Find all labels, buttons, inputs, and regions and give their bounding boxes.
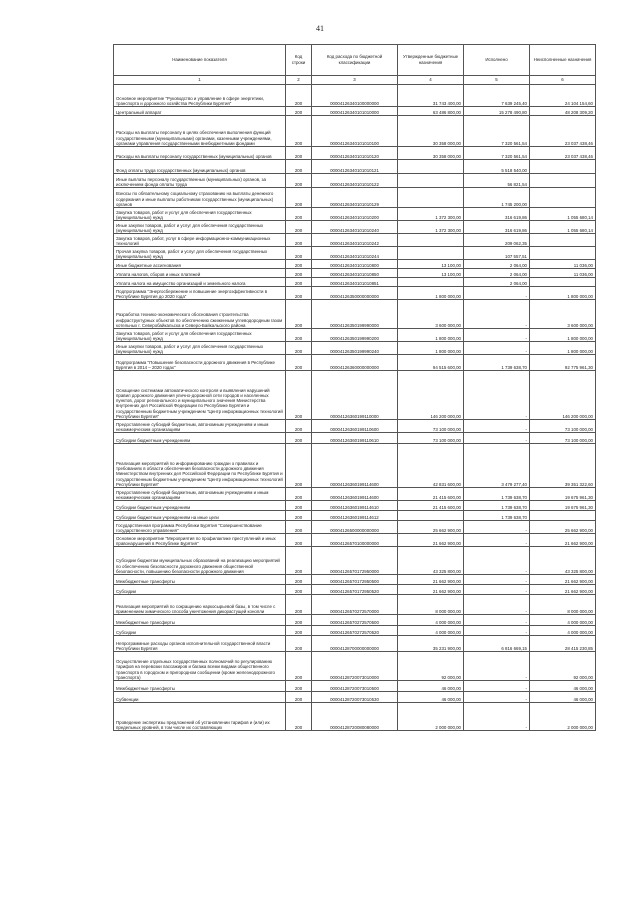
row-remaining-amount <box>530 234 596 247</box>
row-remaining-amount: 4 000 000,00 <box>530 615 596 626</box>
row-name: Оснащение системами автоматического контроля и выявления нарушений правил дорожного движения улично-дорожной сети городов и населенных пунктов, дорог регионального и муниципального значения Министерства внутренних дел Российской Федерации по Республике Бурятия и государственным бюджетным учреждением "Центр информационных технологий Республики Бурятия" <box>114 371 286 420</box>
row-kbk-code: 00004126340101010850 <box>312 269 398 278</box>
row-line-code: 200 <box>286 444 312 488</box>
row-kbk-code: 00004126570172950520 <box>312 585 398 595</box>
table-row <box>114 595 596 615</box>
row-executed-amount: - <box>464 652 530 681</box>
row-remaining-amount: 39 351 322,60 <box>530 444 596 488</box>
row-kbk-code: 00004126340101010244 <box>312 247 398 260</box>
row-kbk-code: 00004126360000000000 <box>312 355 398 371</box>
row-executed-amount: 2 064,00 <box>464 260 530 269</box>
row-kbk-code: 00004126360199114600 <box>312 488 398 501</box>
budget-table <box>113 44 596 731</box>
row-executed-amount: 1 745 200,00 <box>464 188 530 208</box>
row-executed-amount: - <box>464 433 530 444</box>
row-kbk-code: 00004126340101010100 <box>312 116 398 147</box>
row-name: Субвенции <box>114 692 286 703</box>
row-kbk-code: 00004128720073010530 <box>312 692 398 703</box>
row-line-code: 200 <box>286 636 312 652</box>
row-executed-amount: - <box>464 287 530 300</box>
row-kbk-code: 00004126340100000000 <box>312 85 398 107</box>
row-remaining-amount: 8 000 000,00 <box>530 595 596 615</box>
row-remaining-amount: 1 800 000,00 <box>530 342 596 355</box>
table-row <box>114 287 596 300</box>
row-approved-amount: 21 662 900,00 <box>398 534 464 547</box>
row-remaining-amount <box>530 511 596 521</box>
row-line-code: 200 <box>286 269 312 278</box>
row-name: Закупка товаров, работ и услуг для обеспечения государственных (муниципальных) нужд <box>114 329 286 342</box>
table-row <box>114 107 596 116</box>
row-remaining-amount: 24 104 154,60 <box>530 85 596 107</box>
row-remaining-amount <box>530 278 596 287</box>
table-row <box>114 636 596 652</box>
row-kbk-code: 00004126340101010129 <box>312 188 398 208</box>
column-number: 5 <box>464 76 530 85</box>
row-kbk-code: 00004126340101010122 <box>312 174 398 188</box>
row-executed-amount: - <box>464 547 530 575</box>
row-line-code: 200 <box>286 681 312 692</box>
row-approved-amount: 73 100 000,00 <box>398 420 464 433</box>
row-approved-amount: 21 415 600,00 <box>398 488 464 501</box>
row-kbk-code: 00004126350199990240 <box>312 342 398 355</box>
row-line-code: 200 <box>286 433 312 444</box>
row-name: Разработка технико-экономического обоснования строительства инфраструктурных объектов по обеспечению сжиженным углеводородным газом котельных г. Северобайкальска и Северо-Байкальского района <box>114 300 286 329</box>
row-name: Расходы на выплаты персоналу государственных (муниципальных) органов <box>114 147 286 160</box>
row-kbk-code: 00004126360199110000 <box>312 371 398 420</box>
row-executed-amount: - <box>464 329 530 342</box>
row-approved-amount <box>398 188 464 208</box>
row-approved-amount: 146 200 000,00 <box>398 371 464 420</box>
row-name: Субсидии бюджетам муниципальных образований на реализацию мероприятий по обеспечению безопасности дорожного движения общественной безопасности, повышению безопасности дорожного движения <box>114 547 286 575</box>
table-row <box>114 433 596 444</box>
row-name: Государственная программа Республики Бурятия "Совершенствование государственного управления" <box>114 521 286 534</box>
row-name: Уплата налога на имущество организаций и земельного налога <box>114 278 286 287</box>
row-name: Реализация мероприятий по информированию граждан о правилах и требованиях в области обеспечения безопасности дорожного движения Министерством внутренних дел Российской Федерации по Республике Бурятия и государственным бюджетным учреждением "Центр информационных технологий Республики Бурятия" <box>114 444 286 488</box>
row-name: Осуществление отдельных государственных полномочий по регулированию тарифов на перевозки пассажиров и багажа всеми видами общественного транспорта в городском и пригородном сообщении (кроме железнодорожного транспорта) <box>114 652 286 681</box>
table-row <box>114 703 596 731</box>
table-row <box>114 547 596 575</box>
row-remaining-amount: 73 100 000,00 <box>530 433 596 444</box>
row-remaining-amount <box>530 160 596 174</box>
row-line-code: 200 <box>286 300 312 329</box>
row-line-code: 200 <box>286 208 312 221</box>
table-row <box>114 355 596 371</box>
row-approved-amount: 1 372 300,00 <box>398 208 464 221</box>
row-approved-amount: 13 100,00 <box>398 260 464 269</box>
row-approved-amount: 31 743 400,00 <box>398 85 464 107</box>
header-kbk: Код расхода по бюджетной классификации <box>312 45 398 76</box>
row-kbk-code: 00004126350000000000 <box>312 287 398 300</box>
row-remaining-amount: 23 037 438,46 <box>530 147 596 160</box>
row-line-code: 200 <box>286 287 312 300</box>
row-line-code: 200 <box>286 692 312 703</box>
row-kbk-code: 00004126570272570520 <box>312 626 398 636</box>
row-executed-amount: 316 619,86 <box>464 208 530 221</box>
row-remaining-amount <box>530 247 596 260</box>
row-line-code: 200 <box>286 116 312 147</box>
row-remaining-amount: 1 055 680,14 <box>530 208 596 221</box>
row-remaining-amount: 46 000,00 <box>530 681 596 692</box>
row-kbk-code: 00004126340101010121 <box>312 160 398 174</box>
row-approved-amount: 1 372 300,00 <box>398 221 464 234</box>
column-number: 6 <box>530 76 596 85</box>
row-remaining-amount: 28 415 230,85 <box>530 636 596 652</box>
row-kbk-code: 00004128720080080000 <box>312 703 398 731</box>
row-name: Закупка товаров, работ и услуг для обеспечения государственных (муниципальных) нужд <box>114 208 286 221</box>
row-kbk-code: 00004126340101010200 <box>312 208 398 221</box>
row-name: Основное мероприятие "Руководство и управление в сфере энергетики, транспорта и дорожного хозяйства Республики Бурятия" <box>114 85 286 107</box>
row-kbk-code: 00004126350199990000 <box>312 300 398 329</box>
row-executed-amount: 7 320 561,54 <box>464 116 530 147</box>
row-approved-amount: 2 000 000,00 <box>398 703 464 731</box>
row-executed-amount: - <box>464 300 530 329</box>
table-row <box>114 278 596 287</box>
row-executed-amount: 7 639 245,40 <box>464 85 530 107</box>
row-executed-amount: 316 619,86 <box>464 221 530 234</box>
row-executed-amount: 1 739 638,70 <box>464 501 530 511</box>
row-line-code: 200 <box>286 160 312 174</box>
table-row <box>114 147 596 160</box>
column-number: 1 <box>114 76 286 85</box>
table-row <box>114 692 596 703</box>
row-executed-amount: - <box>464 681 530 692</box>
row-line-code: 200 <box>286 278 312 287</box>
row-name: Межбюджетные трансферты <box>114 681 286 692</box>
row-line-code: 200 <box>286 703 312 731</box>
row-approved-amount: 21 662 900,00 <box>398 585 464 595</box>
column-number-row <box>114 76 596 85</box>
row-executed-amount: - <box>464 692 530 703</box>
row-remaining-amount: 25 662 900,00 <box>530 521 596 534</box>
row-remaining-amount: 19 675 961,30 <box>530 488 596 501</box>
row-kbk-code: 00004126340101010800 <box>312 260 398 269</box>
row-line-code: 200 <box>286 615 312 626</box>
table-row <box>114 188 596 208</box>
row-line-code: 200 <box>286 547 312 575</box>
row-executed-amount: 7 320 561,54 <box>464 147 530 160</box>
table-row <box>114 342 596 355</box>
row-line-code: 200 <box>286 511 312 521</box>
table-row <box>114 420 596 433</box>
row-name: Иные закупки товаров, работ и услуг для обеспечения государственных (муниципальных) нужд <box>114 221 286 234</box>
table-row <box>114 221 596 234</box>
row-approved-amount: 8 000 000,00 <box>398 595 464 615</box>
row-remaining-amount: 11 036,00 <box>530 269 596 278</box>
page-number: 41 <box>316 24 324 33</box>
row-approved-amount <box>398 511 464 521</box>
row-executed-amount: - <box>464 371 530 420</box>
row-approved-amount: 21 662 900,00 <box>398 575 464 585</box>
row-approved-amount <box>398 247 464 260</box>
row-remaining-amount: 46 000,00 <box>530 692 596 703</box>
row-executed-amount: 1 739 638,70 <box>464 511 530 521</box>
row-executed-amount: - <box>464 585 530 595</box>
row-approved-amount: 92 000,00 <box>398 652 464 681</box>
row-line-code: 200 <box>286 329 312 342</box>
row-remaining-amount <box>530 174 596 188</box>
row-executed-amount: - <box>464 626 530 636</box>
row-executed-amount: - <box>464 703 530 731</box>
row-line-code: 200 <box>286 585 312 595</box>
row-remaining-amount <box>530 188 596 208</box>
row-line-code: 200 <box>286 107 312 116</box>
header-approved: Утвержденные бюджетные назначения <box>398 45 464 76</box>
row-name: Иные бюджетные ассигнования <box>114 260 286 269</box>
table-row <box>114 300 596 329</box>
row-approved-amount: 25 662 900,00 <box>398 521 464 534</box>
table-row <box>114 371 596 420</box>
row-line-code: 200 <box>286 595 312 615</box>
row-remaining-amount: 23 037 438,46 <box>530 116 596 147</box>
table-body <box>114 85 596 731</box>
row-executed-amount: - <box>464 615 530 626</box>
row-executed-amount: 1 739 638,70 <box>464 355 530 371</box>
row-remaining-amount: 11 036,00 <box>530 260 596 269</box>
row-name: Основное мероприятие "Мероприятия по профилактике преступлений и иных правонарушений в Республике Бурятия" <box>114 534 286 547</box>
row-remaining-amount: 4 000 000,00 <box>530 626 596 636</box>
row-line-code: 200 <box>286 234 312 247</box>
row-approved-amount: 46 000,00 <box>398 681 464 692</box>
row-approved-amount: 21 415 600,00 <box>398 501 464 511</box>
row-name: Субсидии <box>114 626 286 636</box>
row-line-code: 200 <box>286 521 312 534</box>
row-name: Субсидии бюджетным учреждениям <box>114 433 286 444</box>
row-kbk-code: 00004126570272570000 <box>312 595 398 615</box>
row-executed-amount: 3 479 277,40 <box>464 444 530 488</box>
table-row <box>114 174 596 188</box>
table-row <box>114 329 596 342</box>
table-row <box>114 247 596 260</box>
row-remaining-amount: 92 775 961,30 <box>530 355 596 371</box>
row-approved-amount: 30 358 000,00 <box>398 116 464 147</box>
row-approved-amount: 35 231 900,00 <box>398 636 464 652</box>
table-row <box>114 208 596 221</box>
row-executed-amount: - <box>464 534 530 547</box>
header-executed: Исполнено <box>464 45 530 76</box>
row-approved-amount: 1 800 000,00 <box>398 329 464 342</box>
row-executed-amount: 2 064,00 <box>464 278 530 287</box>
row-approved-amount: 43 325 800,00 <box>398 547 464 575</box>
header-remaining: Неисполненные назначения <box>530 45 596 76</box>
table-row <box>114 160 596 174</box>
header-name: Наименование показателя <box>114 45 286 76</box>
row-approved-amount: 1 800 000,00 <box>398 342 464 355</box>
row-approved-amount: 3 600 000,00 <box>398 300 464 329</box>
row-line-code: 200 <box>286 534 312 547</box>
row-executed-amount: 107 557,51 <box>464 247 530 260</box>
row-remaining-amount: 1 800 000,00 <box>530 287 596 300</box>
row-kbk-code: 00004126570272570500 <box>312 615 398 626</box>
row-kbk-code: 00004126340101010240 <box>312 221 398 234</box>
row-kbk-code: 00004126360199114600 <box>312 444 398 488</box>
column-number: 3 <box>312 76 398 85</box>
header-row <box>114 45 596 76</box>
row-kbk-code: 00004126360199110600 <box>312 420 398 433</box>
row-remaining-amount: 19 675 961,30 <box>530 501 596 511</box>
row-line-code: 200 <box>286 147 312 160</box>
table-row <box>114 575 596 585</box>
row-remaining-amount: 48 208 309,20 <box>530 107 596 116</box>
row-kbk-code: 00004126500000000000 <box>312 521 398 534</box>
row-executed-amount: - <box>464 575 530 585</box>
row-line-code: 200 <box>286 371 312 420</box>
row-line-code: 200 <box>286 575 312 585</box>
row-name: Расходы на выплаты персоналу в целях обеспечения выполнения функций государственными (муниципальными) органами, казенными учреждениями, органами управления государственными внебюджетными фондами <box>114 116 286 147</box>
row-line-code: 200 <box>286 221 312 234</box>
table-row <box>114 488 596 501</box>
row-executed-amount: - <box>464 420 530 433</box>
row-name: Фонд оплаты труда государственных (муниципальных) органов <box>114 160 286 174</box>
row-name: Подпрограмма "Повышение безопасности дорожного движения в Республике Бурятия в 2014 – 2020 годах" <box>114 355 286 371</box>
row-approved-amount: 30 358 000,00 <box>398 147 464 160</box>
row-kbk-code: 00004128720073010000 <box>312 652 398 681</box>
row-name: Субсидии бюджетным учреждениям на иные цели <box>114 511 286 521</box>
row-approved-amount: 4 000 000,00 <box>398 615 464 626</box>
row-line-code: 200 <box>286 488 312 501</box>
row-approved-amount <box>398 234 464 247</box>
row-kbk-code: 00004128720073010500 <box>312 681 398 692</box>
row-remaining-amount: 3 600 000,00 <box>530 300 596 329</box>
row-kbk-code: 00004126340101010851 <box>312 278 398 287</box>
row-name: Иные закупки товаров, работ и услуг для обеспечения государственных (муниципальных) нужд <box>114 342 286 355</box>
row-line-code: 200 <box>286 342 312 355</box>
row-kbk-code: 00004126340101010120 <box>312 147 398 160</box>
row-name: Закупка товаров, работ, услуг в сфере информационно-коммуникационных технологий <box>114 234 286 247</box>
row-executed-amount: 15 278 490,80 <box>464 107 530 116</box>
row-name: Проведение экспертизы предложений об установлении тарифов и (или) их предельных уровней, в том числе их составляющих <box>114 703 286 731</box>
row-kbk-code: 00004126570172950500 <box>312 575 398 585</box>
row-executed-amount: - <box>464 595 530 615</box>
row-approved-amount: 42 831 600,00 <box>398 444 464 488</box>
row-line-code: 200 <box>286 260 312 269</box>
row-kbk-code: 00004126360199114612 <box>312 511 398 521</box>
row-remaining-amount: 73 100 000,00 <box>530 420 596 433</box>
row-kbk-code: 00004126570172950000 <box>312 547 398 575</box>
row-kbk-code: 00004126340101010000 <box>312 107 398 116</box>
row-line-code: 200 <box>286 420 312 433</box>
row-remaining-amount: 43 325 800,00 <box>530 547 596 575</box>
row-name: Взносы по обязательному социальному страхованию на выплаты денежного содержания и иные выплаты работникам государственных (муниципальных) органов <box>114 188 286 208</box>
row-remaining-amount: 1 800 000,00 <box>530 329 596 342</box>
row-approved-amount: 46 000,00 <box>398 692 464 703</box>
row-kbk-code: 00004126360199114610 <box>312 501 398 511</box>
row-approved-amount: 63 486 800,00 <box>398 107 464 116</box>
row-approved-amount: 73 100 000,00 <box>398 433 464 444</box>
table-row <box>114 681 596 692</box>
row-approved-amount: 4 000 000,00 <box>398 626 464 636</box>
row-name: Иные выплаты персоналу государственных (муниципальных) органов, за исключением фонда оплаты труда <box>114 174 286 188</box>
table-row <box>114 615 596 626</box>
row-executed-amount: 56 821,54 <box>464 174 530 188</box>
table-row <box>114 585 596 595</box>
table-row <box>114 269 596 278</box>
row-kbk-code: 00004126570100000000 <box>312 534 398 547</box>
row-remaining-amount: 21 662 900,00 <box>530 585 596 595</box>
table-row <box>114 652 596 681</box>
row-line-code: 200 <box>286 174 312 188</box>
row-name: Реализация мероприятий по сокращению наркосырьевой базы, в том числе с применением химического способа уничтожения дикорастущей конопли <box>114 595 286 615</box>
row-name: Межбюджетные трансферты <box>114 575 286 585</box>
row-line-code: 200 <box>286 355 312 371</box>
table-row <box>114 85 596 107</box>
row-kbk-code: 00004126360199110610 <box>312 433 398 444</box>
row-executed-amount: - <box>464 521 530 534</box>
row-executed-amount: - <box>464 342 530 355</box>
row-executed-amount: 5 518 540,00 <box>464 160 530 174</box>
row-approved-amount: 94 515 600,00 <box>398 355 464 371</box>
row-remaining-amount: 1 055 680,14 <box>530 221 596 234</box>
row-name: Подпрограмма "Энергосбережение и повышение энергоэффективности в Республике Бурятия до 2020 года" <box>114 287 286 300</box>
row-executed-amount: 209 062,35 <box>464 234 530 247</box>
table-row <box>114 626 596 636</box>
row-remaining-amount: 21 662 900,00 <box>530 575 596 585</box>
row-executed-amount: 2 064,00 <box>464 269 530 278</box>
row-name: Непрограммные расходы органов исполнительной государственной власти Республики Бурятия <box>114 636 286 652</box>
row-line-code: 200 <box>286 626 312 636</box>
row-approved-amount: 1 800 000,00 <box>398 287 464 300</box>
table-row <box>114 116 596 147</box>
row-approved-amount: 13 100,00 <box>398 269 464 278</box>
row-line-code: 200 <box>286 652 312 681</box>
table-row <box>114 444 596 488</box>
row-name: Субсидии <box>114 585 286 595</box>
column-number: 4 <box>398 76 464 85</box>
row-remaining-amount: 92 000,00 <box>530 652 596 681</box>
table-row <box>114 521 596 534</box>
table-row <box>114 234 596 247</box>
table-row <box>114 534 596 547</box>
table-row <box>114 501 596 511</box>
table-row <box>114 260 596 269</box>
row-line-code: 200 <box>286 188 312 208</box>
row-remaining-amount: 146 200 000,00 <box>530 371 596 420</box>
row-approved-amount <box>398 174 464 188</box>
row-kbk-code: 00004128700000000000 <box>312 636 398 652</box>
row-kbk-code: 00004126340101010242 <box>312 234 398 247</box>
row-name: Уплата налогов, сборов и иных платежей <box>114 269 286 278</box>
row-name: Межбюджетные трансферты <box>114 615 286 626</box>
row-remaining-amount: 2 000 000,00 <box>530 703 596 731</box>
row-remaining-amount: 21 662 900,00 <box>530 534 596 547</box>
row-line-code: 200 <box>286 247 312 260</box>
row-approved-amount <box>398 278 464 287</box>
row-approved-amount <box>398 160 464 174</box>
row-kbk-code: 00004126350199990200 <box>312 329 398 342</box>
row-executed-amount: 1 739 638,70 <box>464 488 530 501</box>
row-executed-amount: 6 816 669,15 <box>464 636 530 652</box>
table-row <box>114 511 596 521</box>
row-line-code: 200 <box>286 85 312 107</box>
row-name: Предоставление субсидий бюджетным, автономным учреждениям и иным некоммерческим организациям <box>114 420 286 433</box>
row-line-code: 200 <box>286 501 312 511</box>
row-name: Прочая закупка товаров, работ и услуг для обеспечения государственных (муниципальных) нужд <box>114 247 286 260</box>
row-name: Субсидии бюджетным учреждениям <box>114 501 286 511</box>
row-name: Центральный аппарат <box>114 107 286 116</box>
column-number: 2 <box>286 76 312 85</box>
header-line-code: Код строки <box>286 45 312 76</box>
row-name: Предоставление субсидий бюджетным, автономным учреждениям и иным некоммерческим организациям <box>114 488 286 501</box>
